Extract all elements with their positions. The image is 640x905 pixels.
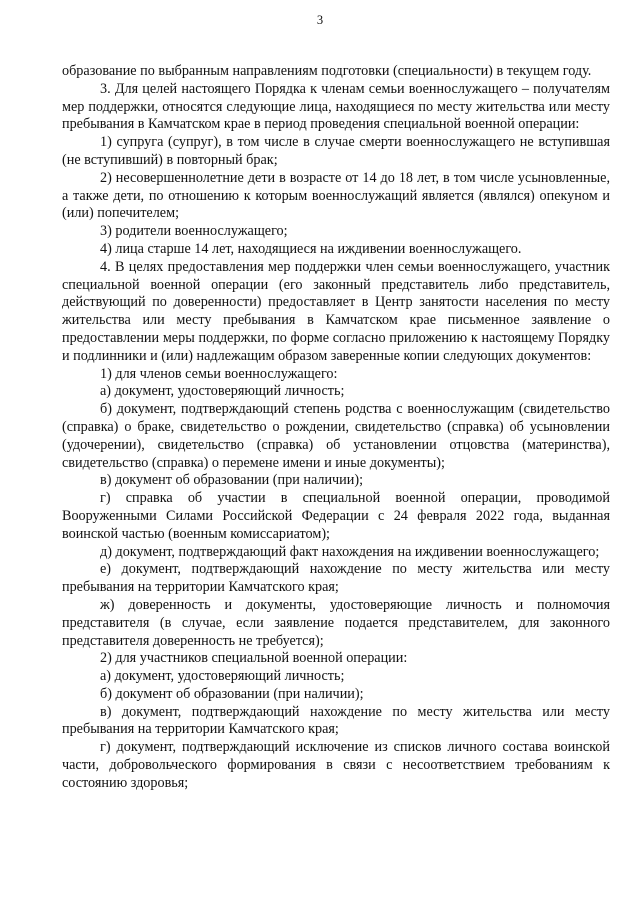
list-item-family-e: е) документ, подтверждающий нахождение по месту жительства или месту пребывания на территории Камчатского края; [62, 561, 610, 596]
page-number: 3 [316, 13, 324, 27]
list-item-family-a: а) документ, удостоверяющий личность; [100, 383, 345, 400]
list-item-family-zh: ж) доверенность и документы, удостоверяющие личность и полномочия представителя (в случае, если заявление подается представителем, для законного представителя доверенность не требуется); [62, 596, 610, 649]
list-item-children: 2) несовершеннолетние дети в возрасте от 14 до 18 лет, в том числе усыновленные, а также дети, по отношению к которым военнослужащий является (являлся) опекуном и (или) попечителем; [62, 169, 610, 222]
paragraph-continuation: образование по выбранным направлениям подготовки (специальности) в текущем году. [62, 63, 592, 79]
list-item-family-v: в) документ об образовании (при наличии); [100, 472, 364, 489]
list-heading-family: 1) для членов семьи военнослужащего: [100, 365, 338, 382]
list-item-family-d: д) документ, подтверждающий факт нахождения на иждивении военнослужащего; [100, 543, 600, 560]
list-item-participant-b: б) документ об образовании (при наличии); [100, 685, 364, 702]
list-item-participant-g: г) документ, подтверждающий исключение из списков личного состава воинской части, добровольческого формирования в связи с несоответствием требованиям к состоянию здоровья; [62, 739, 610, 791]
list-item-participant-a: а) документ, удостоверяющий личность; [100, 668, 345, 685]
list-heading-participants: 2) для участников специальной военной операции: [100, 650, 408, 667]
paragraph-item-3: 3. Для целей настоящего Порядка к членам семьи военнослужащего – получателям мер поддержки, относятся следующие лица, находящиеся по месту жительства или месту пребывания в Камчатском крае в период проведения специальной военной операции: [62, 80, 610, 133]
list-item-parents: 3) родители военнослужащего; [100, 223, 288, 240]
list-item-dependents: 4) лица старше 14 лет, находящиеся на иждивении военнослужащего. [100, 240, 522, 257]
document-body [62, 63, 610, 793]
list-item-spouse: 1) супруга (супруг), в том числе в случае смерти военнослужащего не вступившая (не вступивший) в повторный брак; [62, 134, 610, 168]
list-item-family-g: г) справка об участии в специальной военной операции, проводимой Вооруженными Силами Российской Федерации с 24 февраля 2022 года, выданная воинской частью (военным комиссариатом); [62, 490, 610, 542]
paragraph-item-4: 4. В целях предоставления мер поддержки член семьи военнослужащего, участник специальной военной операции (его законный представитель либо представитель, действующий по доверенности) предоставляет в Центр занятости населения по месту жительства или месту пребывания в Камчатском крае письменное заявление о предоставлении меры поддержки, по форме согласно приложению к настоящему Порядку и подлинники и (или) надлежащим образом заверенные копии следующих документов: [62, 258, 610, 364]
list-item-family-b: б) документ, подтверждающий степень родства с военнослужащим (свидетельство (справка) о браке, свидетельство о рождении, свидетельство (справка) об усыновлении (удочерении), свидетельство (справка) об установлении отцовства (материнства), свидетельство (справка) о перемене имени и иные документы); [62, 401, 610, 471]
list-item-participant-v: в) документ, подтверждающий нахождение по месту жительства или месту пребывания на территории Камчатского края; [62, 703, 610, 738]
